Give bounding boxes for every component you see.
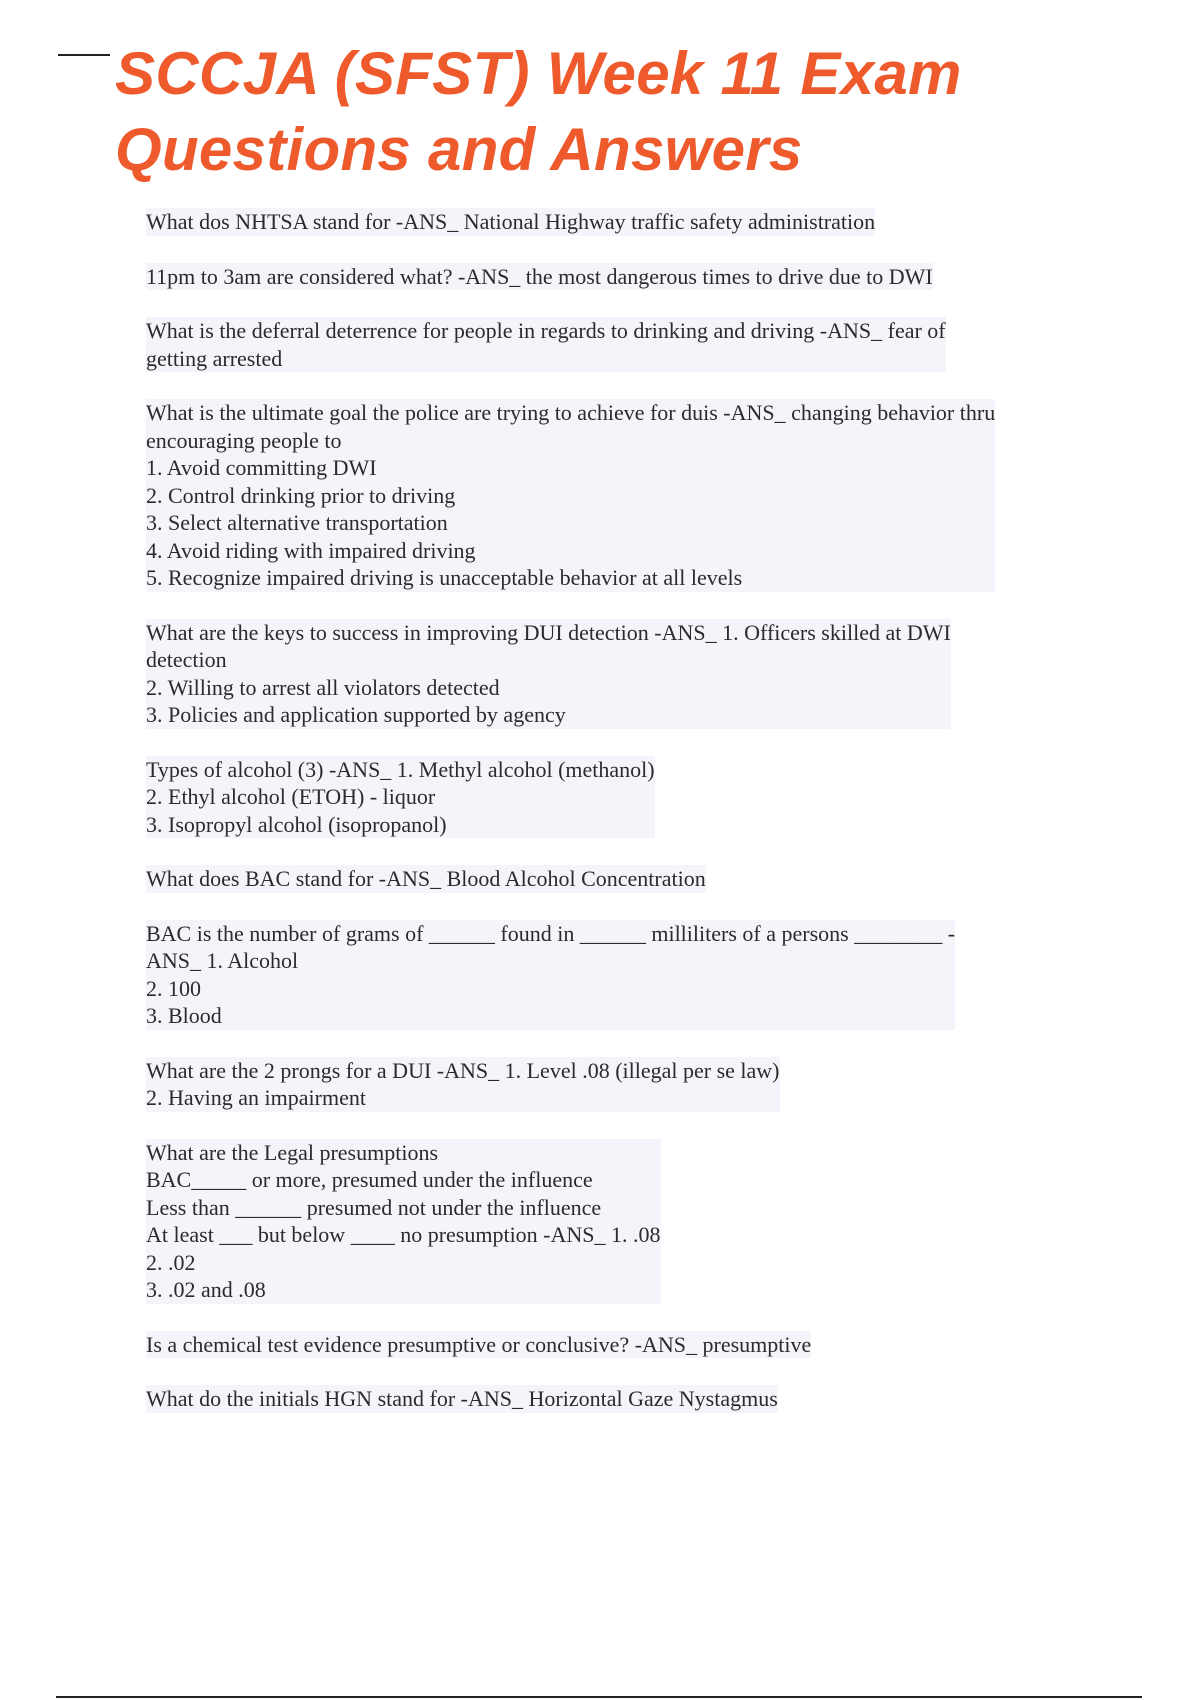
qa-item-hgn: What do the initials HGN stand for -ANS_ Horizontal Gaze Nystagmus [146, 1386, 778, 1411]
top-rule [58, 54, 110, 56]
qa-item-bac-definition: BAC is the number of grams of ______ found in ______ milliliters of a persons ________ - ANS_ 1. Alcohol 2. 100 3. Blood [146, 920, 956, 1028]
qa-list [146, 208, 1096, 1440]
qa-item-legal-presumptions: What are the Legal presumptions BAC_____ or more, presumed under the influence Less than ______ presumed not under the influence At least ___ but below ____ no presumption -ANS_ 1. .08 2. .02 3. .02 and .08 [146, 1139, 661, 1302]
document-title-line-2: Questions and Answers [115, 116, 803, 183]
qa-item-nhtsa: What dos NHTSA stand for -ANS_ National Highway traffic safety administration [146, 209, 876, 234]
qa-item-deferral-deterrence: What is the deferral deterrence for people in regards to drinking and driving -ANS_ fear of getting arrested [146, 318, 946, 371]
document-title-line-1: SCCJA (SFST) Week 11 Exam [115, 40, 962, 107]
bottom-rule [56, 1696, 1142, 1698]
qa-item-dui-prongs: What are the 2 prongs for a DUI -ANS_ 1. Level .08 (illegal per se law) 2. Having an impairment [146, 1057, 780, 1110]
qa-item-dangerous-times: 11pm to 3am are considered what? -ANS_ the most dangerous times to drive due to DWI [146, 263, 933, 289]
qa-item-ultimate-goal: What is the ultimate goal the police are trying to achieve for duis -ANS_ changing behavior thru encouraging people to 1. Avoid committing DWI 2. Control drinking prior to driving 3. Select alternative transportation 4. Avoid riding with impaired driving 5. Recognize impaired driving is unacceptable behavior at all levels [146, 400, 996, 590]
qa-item-keys-to-success: What are the keys to success in improving DUI detection -ANS_ 1. Officers skilled at DWI detection 2. Willing to arrest all violators detected 3. Policies and application supported by agency [146, 619, 951, 727]
qa-item-chemical-test: Is a chemical test evidence presumptive or conclusive? -ANS_ presumptive [146, 1331, 812, 1357]
document-title [115, 36, 1115, 188]
qa-item-types-of-alcohol: Types of alcohol (3) -ANS_ 1. Methyl alcohol (methanol) 2. Ethyl alcohol (ETOH) - liquor 3. Isopropyl alcohol (isopropanol) [146, 756, 655, 837]
qa-item-bac-meaning: What does BAC stand for -ANS_ Blood Alcohol Concentration [146, 866, 706, 891]
